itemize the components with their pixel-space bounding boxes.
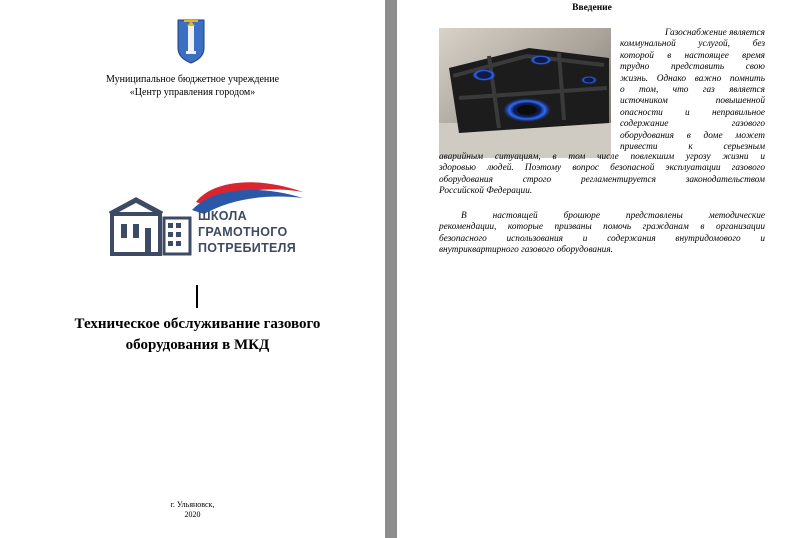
cover-page bbox=[0, 0, 385, 538]
text-line: аварийным ситуациям, в том числе повлекшим угрозу жизни и bbox=[439, 152, 765, 162]
organization-line-1: Муниципальное бюджетное учреждение bbox=[105, 74, 280, 85]
intro-paragraph-1-continued bbox=[439, 152, 765, 198]
intro-paragraph-1 bbox=[620, 28, 765, 153]
text-line: оборудования строго регламентируется законодательством bbox=[439, 174, 765, 185]
coat-of-arms-icon bbox=[176, 18, 206, 64]
page-gutter bbox=[385, 0, 397, 538]
introduction-page bbox=[397, 0, 787, 538]
place-text: г. Ульяновск, bbox=[170, 500, 215, 509]
organization-name bbox=[0, 73, 385, 99]
title-line-2: оборудования в МКД bbox=[125, 337, 270, 353]
text-line: В настоящей брошюре представлены методические bbox=[461, 211, 765, 221]
intro-paragraph-2 bbox=[439, 211, 765, 257]
text-line: коммунальной услугой, без bbox=[620, 39, 765, 50]
text-line: источником повышенной bbox=[620, 96, 765, 107]
text-line: безопасного использования и содержания внутридомового и bbox=[439, 233, 765, 244]
text-line: опасности и неправильное bbox=[620, 107, 765, 118]
text-line: Газоснабжение является bbox=[664, 28, 765, 38]
text-line: содержание газового bbox=[620, 119, 765, 130]
gas-stove-photo bbox=[439, 28, 611, 158]
text-line: внутриквартирного газового оборудования. bbox=[439, 245, 613, 256]
logo-line-3: ПОТРЕБИТЕЛЯ bbox=[198, 241, 297, 255]
text-line: о том, что газ является bbox=[620, 85, 765, 96]
text-line: рекомендации, которые призваны помочь гражданам в организации bbox=[439, 222, 765, 233]
place-and-year bbox=[0, 500, 385, 520]
text-cursor bbox=[196, 285, 198, 308]
section-heading: Введение bbox=[572, 3, 612, 13]
text-line: оборудования в доме может bbox=[620, 130, 765, 141]
text-line: жизнь. Однако важно помнить bbox=[620, 73, 765, 84]
text-line: здоровью людей. Поэтому вопрос безопасной эксплуатации газового bbox=[439, 163, 765, 174]
text-line: привести к серьезным bbox=[620, 142, 765, 153]
text-line: которой в настоящее время bbox=[620, 50, 765, 61]
logo-text bbox=[198, 208, 296, 256]
school-logo bbox=[108, 180, 308, 258]
year-text: 2020 bbox=[184, 510, 201, 519]
document-title bbox=[20, 314, 375, 356]
logo-line-1: ШКОЛА bbox=[198, 209, 247, 223]
text-line: трудно представить свою bbox=[620, 62, 765, 73]
text-line: Российской Федерации. bbox=[439, 186, 533, 197]
title-line-1: Техническое обслуживание газового bbox=[74, 316, 321, 332]
logo-line-2: ГРАМОТНОГО bbox=[198, 225, 288, 239]
organization-line-2: «Центр управления городом» bbox=[129, 87, 256, 98]
